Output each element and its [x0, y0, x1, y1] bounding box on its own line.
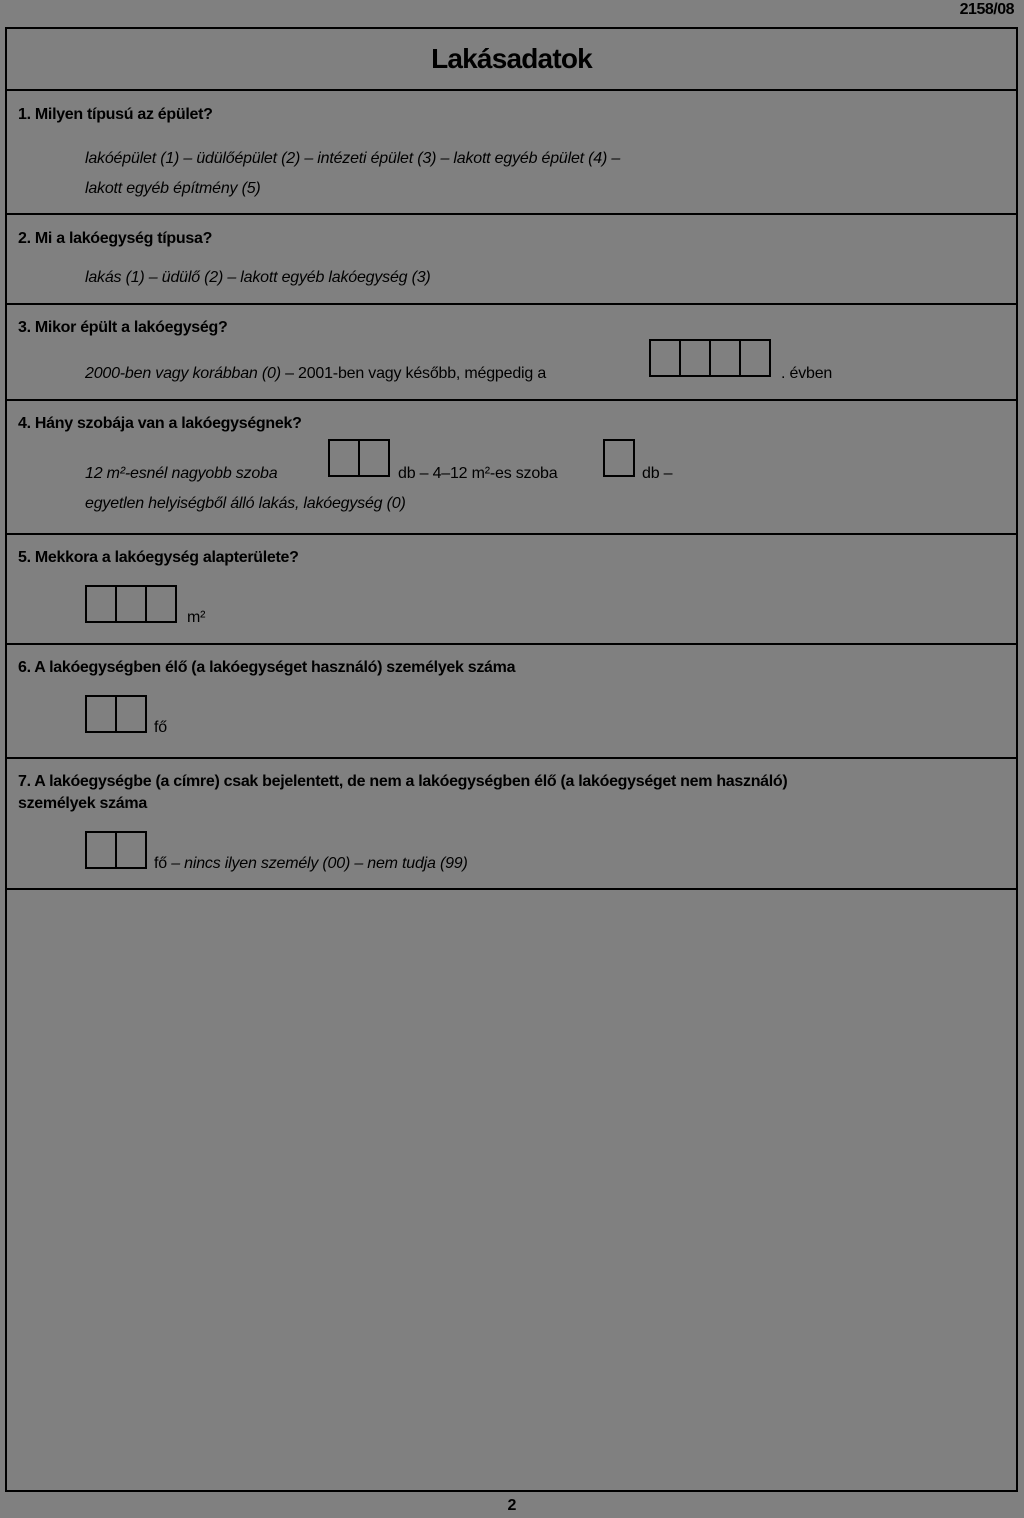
registered-unit-options — [154, 855, 468, 873]
registered-digit-box[interactable] — [115, 831, 147, 869]
floor-area-boxes[interactable] — [85, 585, 175, 623]
question-7-label-line1: 7. A lakóegységbe (a címre) csak bejelentett, de nem a lakóegységben élő (a lakóegységet nem használó) — [18, 773, 788, 790]
form-page — [5, 27, 1018, 1492]
section-divider — [5, 303, 1018, 305]
large-room-digit-box[interactable] — [328, 439, 360, 477]
residents-digit-box[interactable] — [115, 695, 147, 733]
large-room-label: 12 m²-esnél nagyobb szoba — [85, 465, 278, 482]
question-3-option-before: 2000-ben vagy korábban (0) — [85, 365, 281, 382]
year-input-boxes[interactable] — [649, 339, 769, 377]
section-divider — [5, 89, 1018, 91]
question-2-label: 2. Mi a lakóegység típusa? — [18, 230, 213, 247]
section-divider — [5, 888, 1018, 890]
question-7-label — [18, 771, 787, 815]
floor-area-digit-box[interactable] — [145, 585, 177, 623]
small-room-label: db – 4–12 m²-es szoba — [398, 465, 558, 482]
question-7-label-line2: személyek száma — [18, 795, 147, 812]
single-room-option: egyetlen helyiségből álló lakás, lakóegység (0) — [85, 495, 406, 512]
registered-unit: fő — [154, 855, 167, 872]
year-digit-box[interactable] — [649, 339, 681, 377]
section-divider — [5, 399, 1018, 401]
page-number: 2 — [507, 1497, 517, 1514]
small-room-unit: db – — [642, 465, 673, 482]
large-room-count-boxes[interactable] — [328, 439, 388, 477]
registered-count-boxes[interactable] — [85, 831, 145, 869]
floor-area-digit-box[interactable] — [85, 585, 117, 623]
question-1-options — [85, 144, 620, 204]
question-3-label: 3. Mikor épült a lakóegység? — [18, 319, 228, 336]
year-digit-box[interactable] — [679, 339, 711, 377]
year-digit-box[interactable] — [709, 339, 741, 377]
registered-digit-box[interactable] — [85, 831, 117, 869]
residents-count-boxes[interactable] — [85, 695, 145, 733]
residents-unit: fő — [154, 719, 167, 736]
question-6-label: 6. A lakóegységben élő (a lakóegységet használó) személyek száma — [18, 659, 516, 676]
question-3-options — [85, 359, 546, 389]
year-suffix: . évben — [781, 365, 833, 382]
floor-area-digit-box[interactable] — [115, 585, 147, 623]
question-5-label: 5. Mekkora a lakóegység alapterülete? — [18, 549, 299, 566]
residents-digit-box[interactable] — [85, 695, 117, 733]
section-divider — [5, 757, 1018, 759]
large-room-digit-box[interactable] — [358, 439, 390, 477]
section-divider — [5, 533, 1018, 535]
question-2-options: lakás (1) – üdülő (2) – lakott egyéb lakóegység (3) — [85, 269, 431, 286]
page-title: Lakásadatok — [431, 43, 592, 74]
question-4-label: 4. Hány szobája van a lakóegységnek? — [18, 415, 302, 432]
form-code: 2158/08 — [959, 1, 1014, 18]
year-digit-box[interactable] — [739, 339, 771, 377]
section-divider — [5, 213, 1018, 215]
section-divider — [5, 643, 1018, 645]
small-room-count-boxes[interactable] — [603, 439, 633, 477]
question-3-option-after: – 2001-ben vagy később, mégpedig a — [280, 365, 547, 382]
registered-options: – nincs ilyen személy (00) – nem tudja (99) — [166, 855, 468, 872]
floor-area-unit: m² — [187, 609, 206, 626]
small-room-digit-box[interactable] — [603, 439, 635, 477]
question-1-options-line2: lakott egyéb építmény (5) — [85, 180, 261, 197]
question-1-options-line1: lakóépület (1) – üdülőépület (2) – intézeti épület (3) – lakott egyéb épület (4) – — [85, 150, 621, 167]
question-1-label: 1. Milyen típusú az épület? — [18, 106, 213, 123]
